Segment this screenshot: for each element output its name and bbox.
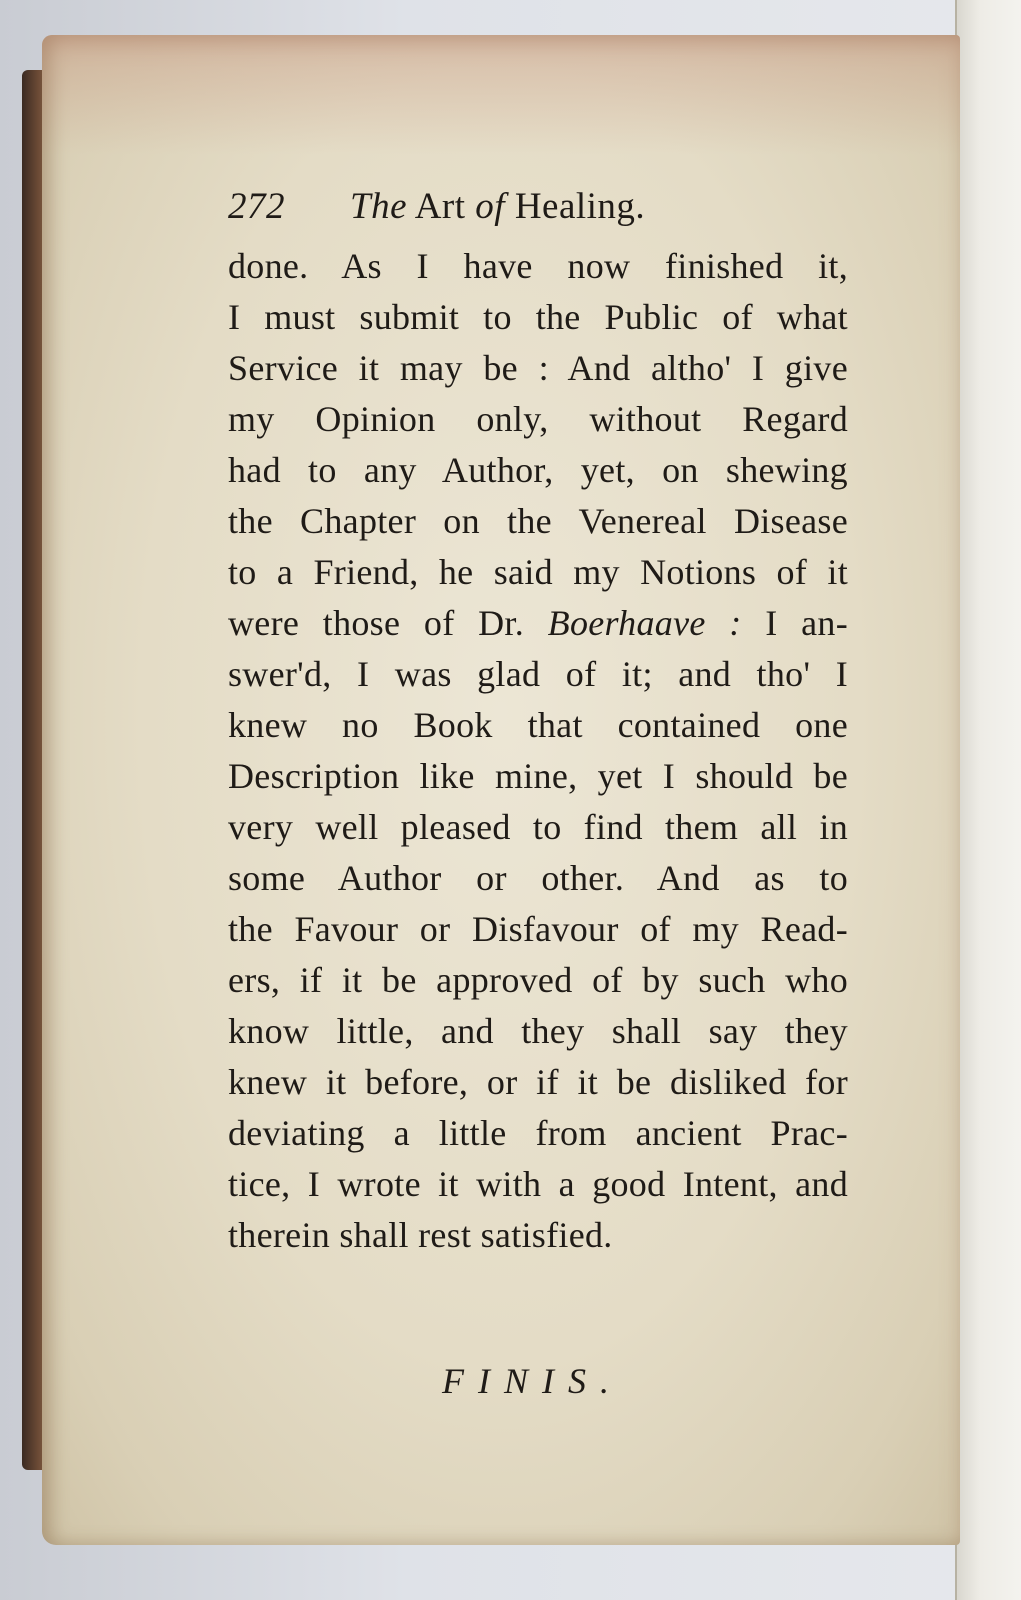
text-block	[228, 185, 848, 1261]
running-title-the: The	[350, 186, 407, 227]
text-line-10: knew no Book that contained one	[228, 705, 848, 745]
text-line-11: Description like mine, yet I should be	[228, 756, 848, 796]
text-line-5: had to any Author, yet, on shewing	[228, 450, 848, 490]
text-line-6: the Chapter on the Venereal Disease	[228, 501, 848, 541]
text-line-2: I must submit to the Public of what	[228, 297, 848, 337]
text-line-16: know little, and they shall say they	[228, 1011, 848, 1051]
running-head	[228, 185, 848, 241]
text-line-17: knew it before, or if it be disliked for	[228, 1062, 848, 1102]
running-title	[350, 185, 645, 228]
book-page	[42, 35, 960, 1545]
text-line-9: swer'd, I was glad of it; and tho' I	[228, 654, 848, 694]
finis-text: FINIS.	[442, 1361, 623, 1401]
facing-page-edge	[955, 0, 1021, 1600]
running-title-healing: Healing.	[505, 186, 646, 227]
text-line-8-start: were those of Dr.	[228, 603, 525, 643]
text-line-12: very well pleased to find them all in	[228, 807, 848, 847]
text-line-7: to a Friend, he said my Notions of it	[228, 552, 848, 592]
text-line-13: some Author or other. And as to	[228, 858, 848, 898]
page-number: 272	[228, 186, 285, 227]
text-line-18: deviating a little from ancient Prac-	[228, 1113, 848, 1153]
text-line-3: Service it may be : And altho' I give	[228, 348, 848, 388]
text-line-20: therein shall rest satisfied.	[228, 1215, 613, 1255]
text-line-4: my Opinion only, without Regard	[228, 399, 848, 439]
boerhaave-name: Boerhaave :	[547, 603, 742, 643]
text-line-8-end: I an-	[741, 603, 848, 643]
text-line-15: ers, if it be approved of by such who	[228, 960, 848, 1000]
running-title-art: Art	[407, 186, 476, 227]
text-line-14: the Favour or Disfavour of my Read-	[228, 909, 848, 949]
page-foxing	[42, 35, 960, 155]
text-line-1: done. As I have now finished it,	[228, 246, 848, 286]
text-line-8	[228, 598, 848, 649]
text-line-19: tice, I wrote it with a good Intent, and	[228, 1164, 848, 1204]
running-title-of: of	[475, 186, 506, 227]
